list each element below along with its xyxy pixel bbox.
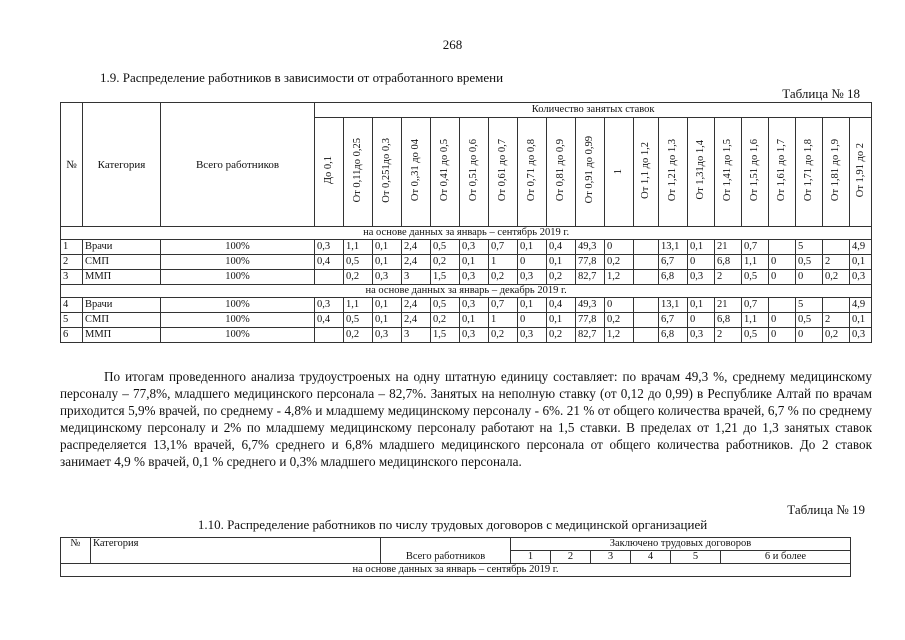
rate-value-cell: 1,5 — [431, 328, 460, 343]
rate-value-cell: 0,5 — [344, 255, 373, 270]
row-total: 100% — [161, 313, 315, 328]
rate-value-cell: 0 — [769, 328, 796, 343]
rate-value-cell — [769, 240, 796, 255]
rate-value-cell: 0,1 — [373, 255, 402, 270]
rate-value-cell: 0 — [688, 313, 715, 328]
rate-value-cell: 6,8 — [659, 328, 688, 343]
rate-col-header — [431, 118, 460, 227]
table-row — [61, 255, 872, 270]
rate-value-cell: 0,3 — [460, 240, 489, 255]
rate-value-cell — [315, 328, 344, 343]
rate-col-header-label: От 0,,31 до 04 — [410, 138, 421, 202]
rate-col-header — [518, 118, 547, 227]
rate-value-cell: 21 — [715, 298, 742, 313]
row-number: 5 — [61, 313, 83, 328]
table-19-label: Таблица № 19 — [787, 502, 865, 517]
rate-value-cell: 1 — [489, 313, 518, 328]
row-number: 1 — [61, 240, 83, 255]
rate-value-cell: 0,7 — [489, 240, 518, 255]
rate-col-header — [715, 118, 742, 227]
rate-col-header — [460, 118, 489, 227]
rate-value-cell — [823, 240, 850, 255]
row-number: 4 — [61, 298, 83, 313]
rate-value-cell: 0,1 — [373, 298, 402, 313]
row-category: ММП — [83, 328, 161, 343]
rate-value-cell: 2 — [715, 270, 742, 285]
col-group-header: Количество занятых ставок — [315, 103, 872, 118]
rate-value-cell: 0,4 — [547, 240, 576, 255]
rate-value-cell: 2,4 — [402, 298, 431, 313]
col-header-category: Категория — [83, 103, 161, 227]
rate-value-cell: 0 — [605, 298, 634, 313]
rate-value-cell — [315, 270, 344, 285]
rate-value-cell: 0,2 — [344, 328, 373, 343]
rate-col-header-label: От 1,51 до 1,6 — [749, 138, 760, 202]
rate-value-cell: 2 — [823, 313, 850, 328]
rate-value-cell: 0,3 — [315, 298, 344, 313]
rate-value-cell — [634, 270, 659, 285]
rate-value-cell: 0,2 — [489, 328, 518, 343]
rate-col-header — [659, 118, 688, 227]
rate-value-cell: 0,3 — [850, 328, 872, 343]
rate-value-cell: 1,2 — [605, 328, 634, 343]
rate-value-cell: 4,9 — [850, 240, 872, 255]
rate-value-cell: 0,2 — [605, 255, 634, 270]
rate-value-cell — [634, 328, 659, 343]
rate-col-header-label: От 1,31до 1,4 — [695, 140, 706, 200]
rate-value-cell: 0 — [518, 255, 547, 270]
row-total: 100% — [161, 328, 315, 343]
table-18-label: Таблица № 18 — [782, 86, 860, 101]
analysis-paragraph: По итогам проведенного анализа трудоустроеных на одну штатную единицу составляет: по врачам 49,3 %, среднему медицинскому персоналу – 77,8%, младшего медицинского персонала – 82,7%. Занятых на неполную ставку (от 0,12 до 0,99) в Республике Алтай по врачам приходится 5,9% врачей, по среднему - 4,8% и младшему медицинскому персоналу - 6%. 21 % от общего количества врачей, 6,7 % по среднему медицинскому персоналу и 2% по младшему медицинскому персоналу работают на 1,5 ставки. В пределах от 1,21 до 1,3 занятых ставок распределяется 13,1% врачей, 6,7% среднего и 6,8% младшего медицинского персонала от общего количества работников. До 2 ставок занимает 4,9 % врачей, 0,1 % среднего и 0,3% младшего медицинского персонала. — [60, 369, 872, 469]
rate-col-header-label: От 1,81 до 1,9 — [830, 138, 841, 202]
rate-value-cell: 3 — [402, 328, 431, 343]
rate-col-header-label: От 0,11до 0,25 — [352, 137, 363, 203]
rate-value-cell: 2,4 — [402, 240, 431, 255]
rate-value-cell — [634, 313, 659, 328]
rate-value-cell: 0,1 — [688, 240, 715, 255]
section-title-1-10: 1.10. Распределение работников по числу трудовых договоров с медицинской организацией — [197, 517, 708, 532]
rate-value-cell: 1,1 — [344, 298, 373, 313]
rate-value-cell: 0,5 — [431, 298, 460, 313]
t19-contract-col-header: 2 — [551, 551, 591, 564]
rate-col-header — [489, 118, 518, 227]
rate-value-cell: 82,7 — [576, 328, 605, 343]
rate-value-cell: 6,8 — [659, 270, 688, 285]
rate-value-cell: 2,4 — [402, 313, 431, 328]
rate-value-cell: 0 — [605, 240, 634, 255]
t19-contract-col-header: 1 — [511, 551, 551, 564]
rate-value-cell: 0,4 — [547, 298, 576, 313]
row-number: 2 — [61, 255, 83, 270]
rate-value-cell: 0,1 — [460, 313, 489, 328]
page-number: 268 — [442, 37, 463, 52]
rate-value-cell: 0,2 — [547, 328, 576, 343]
rate-col-header-label: От 1,1 до 1,2 — [640, 141, 651, 199]
row-number: 3 — [61, 270, 83, 285]
rate-value-cell: 0,3 — [850, 270, 872, 285]
rate-value-cell: 1,1 — [742, 313, 769, 328]
rate-value-cell: 49,3 — [576, 240, 605, 255]
rate-value-cell: 0,5 — [344, 313, 373, 328]
rate-value-cell: 0,2 — [431, 255, 460, 270]
rate-value-cell: 0,1 — [850, 255, 872, 270]
rate-value-cell: 0,1 — [460, 255, 489, 270]
t19-col-header-total: Всего работников — [381, 551, 511, 564]
rate-value-cell: 0,5 — [796, 313, 823, 328]
rate-value-cell: 2 — [715, 328, 742, 343]
rate-value-cell: 0,5 — [796, 255, 823, 270]
rate-col-header-label: От 1,71 до 1,8 — [803, 138, 814, 202]
rate-value-cell: 0 — [769, 270, 796, 285]
row-number: 6 — [61, 328, 83, 343]
rate-col-header-label: От 0,91 до 0,99 — [584, 136, 595, 204]
table-row — [61, 328, 872, 343]
rate-value-cell: 0,7 — [489, 298, 518, 313]
rate-value-cell: 4,9 — [850, 298, 872, 313]
rate-value-cell — [634, 298, 659, 313]
rate-value-cell: 0 — [796, 270, 823, 285]
rate-col-header-label: От 0,71 до 0,8 — [526, 138, 537, 202]
table-row — [61, 313, 872, 328]
rate-value-cell: 1,2 — [605, 270, 634, 285]
rate-value-cell: 0 — [769, 313, 796, 328]
rate-col-header-label: От 0,81 до 0,9 — [555, 138, 566, 202]
rate-value-cell: 0,1 — [373, 313, 402, 328]
rate-value-cell: 6,7 — [659, 255, 688, 270]
rate-value-cell: 1,5 — [431, 270, 460, 285]
rate-value-cell: 0,2 — [605, 313, 634, 328]
rate-value-cell — [823, 298, 850, 313]
rate-value-cell: 0,3 — [688, 270, 715, 285]
row-total: 100% — [161, 298, 315, 313]
rate-value-cell: 0,3 — [688, 328, 715, 343]
rate-value-cell: 0,3 — [315, 240, 344, 255]
t19-contract-col-header: 4 — [631, 551, 671, 564]
t19-col-header-number: № — [61, 538, 91, 564]
rate-col-header — [402, 118, 431, 227]
rate-value-cell: 0,4 — [315, 255, 344, 270]
rate-value-cell: 5 — [796, 298, 823, 313]
rate-col-header — [344, 118, 373, 227]
col-header-total: Всего работников — [161, 103, 315, 227]
rate-value-cell: 0,1 — [518, 298, 547, 313]
rate-col-header-label: От 1,91 до 2 — [854, 142, 866, 198]
t19-col-header-category: Категория — [91, 538, 381, 564]
rate-col-header — [796, 118, 823, 227]
rate-value-cell: 0 — [688, 255, 715, 270]
rate-value-cell: 0,1 — [547, 255, 576, 270]
rate-col-header — [547, 118, 576, 227]
rate-col-header-label: От 0,41 до 0,5 — [439, 138, 450, 202]
rate-value-cell: 0,1 — [373, 240, 402, 255]
rate-col-header-label: От 0,61 до 0,7 — [497, 138, 508, 202]
rate-value-cell: 0,3 — [373, 328, 402, 343]
t19-col-group-header: Заключено трудовых договоров — [511, 538, 851, 551]
rate-value-cell: 0,3 — [460, 328, 489, 343]
rate-value-cell: 49,3 — [576, 298, 605, 313]
rate-value-cell: 0,2 — [823, 328, 850, 343]
rate-value-cell: 0,2 — [823, 270, 850, 285]
rate-col-header — [769, 118, 796, 227]
rate-value-cell: 0,2 — [489, 270, 518, 285]
row-total: 100% — [161, 255, 315, 270]
row-total: 100% — [161, 240, 315, 255]
rate-value-cell: 1,1 — [344, 240, 373, 255]
rate-value-cell: 2 — [823, 255, 850, 270]
rate-col-header — [688, 118, 715, 227]
rate-value-cell: 0,5 — [742, 328, 769, 343]
rate-col-header — [823, 118, 850, 227]
rate-value-cell: 13,1 — [659, 240, 688, 255]
rate-value-cell: 6,7 — [659, 313, 688, 328]
row-category: ММП — [83, 270, 161, 285]
rate-col-header — [742, 118, 769, 227]
rate-value-cell: 0 — [796, 328, 823, 343]
rate-value-cell: 1 — [489, 255, 518, 270]
table-18 — [60, 102, 872, 343]
rate-value-cell: 0,3 — [460, 298, 489, 313]
rate-value-cell: 0,1 — [850, 313, 872, 328]
rate-value-cell: 6,8 — [715, 313, 742, 328]
col-header-number: № — [61, 103, 83, 227]
rate-value-cell: 0,1 — [547, 313, 576, 328]
row-category: СМП — [83, 313, 161, 328]
row-total: 100% — [161, 270, 315, 285]
rate-value-cell: 0,2 — [547, 270, 576, 285]
rate-value-cell: 0,5 — [431, 240, 460, 255]
rate-value-cell: 0,3 — [373, 270, 402, 285]
rate-col-header-label: От 1,41 до 1,5 — [722, 138, 733, 202]
section-title-1-9: 1.9. Распределение работников в зависимости от отработанного времени — [100, 70, 504, 85]
t19-contract-col-header: 3 — [591, 551, 631, 564]
rate-value-cell: 0,1 — [518, 240, 547, 255]
rate-value-cell — [634, 255, 659, 270]
rate-value-cell — [634, 240, 659, 255]
rate-value-cell: 77,8 — [576, 313, 605, 328]
rate-col-header — [634, 118, 659, 227]
rate-value-cell: 0,1 — [688, 298, 715, 313]
row-category: Врачи — [83, 298, 161, 313]
row-category: Врачи — [83, 240, 161, 255]
rate-col-header-label: От 0,251до 0,3 — [381, 137, 392, 203]
rate-value-cell: 0 — [769, 255, 796, 270]
rate-col-header-label: От 1,21 до 1,3 — [667, 138, 678, 202]
rate-value-cell: 0,2 — [344, 270, 373, 285]
rate-value-cell: 0,4 — [315, 313, 344, 328]
rate-col-header — [576, 118, 605, 227]
rate-col-header-label: От 0,51 до 0,6 — [468, 138, 479, 202]
table-row — [61, 270, 872, 285]
rate-col-header — [373, 118, 402, 227]
rate-col-header — [850, 118, 872, 227]
rate-value-cell: 77,8 — [576, 255, 605, 270]
rate-value-cell: 13,1 — [659, 298, 688, 313]
period-subheader: на основе данных за январь – декабрь 2019 г. — [61, 285, 872, 298]
table-row — [61, 298, 872, 313]
t19-contract-col-header: 6 и более — [721, 551, 851, 564]
rate-value-cell: 5 — [796, 240, 823, 255]
rate-value-cell: 0,3 — [460, 270, 489, 285]
rate-value-cell: 0,3 — [518, 270, 547, 285]
rate-value-cell: 0,5 — [742, 270, 769, 285]
rate-value-cell: 0,7 — [742, 240, 769, 255]
rate-value-cell: 0,2 — [431, 313, 460, 328]
period-subheader: на основе данных за январь – сентябрь 2019 г. — [61, 227, 872, 240]
table-row — [61, 240, 872, 255]
rate-value-cell: 2,4 — [402, 255, 431, 270]
rate-value-cell — [769, 298, 796, 313]
rate-value-cell: 82,7 — [576, 270, 605, 285]
rate-value-cell: 0,7 — [742, 298, 769, 313]
rate-col-header-label: 1 — [613, 168, 624, 174]
rate-value-cell: 21 — [715, 240, 742, 255]
rate-value-cell: 0 — [518, 313, 547, 328]
rate-value-cell: 1,1 — [742, 255, 769, 270]
rate-col-header-label: От 1,61 до 1,7 — [776, 138, 787, 202]
rate-value-cell: 6,8 — [715, 255, 742, 270]
rate-col-header — [315, 118, 344, 227]
rate-col-header-label: До 0,1 — [323, 155, 334, 185]
rate-value-cell: 0,3 — [518, 328, 547, 343]
t19-contract-col-header: 5 — [671, 551, 721, 564]
t19-period-subheader: на основе данных за январь – сентябрь 2019 г. — [61, 564, 851, 577]
rate-col-header — [605, 118, 634, 227]
table-19 — [60, 537, 851, 577]
row-category: СМП — [83, 255, 161, 270]
rate-value-cell: 3 — [402, 270, 431, 285]
